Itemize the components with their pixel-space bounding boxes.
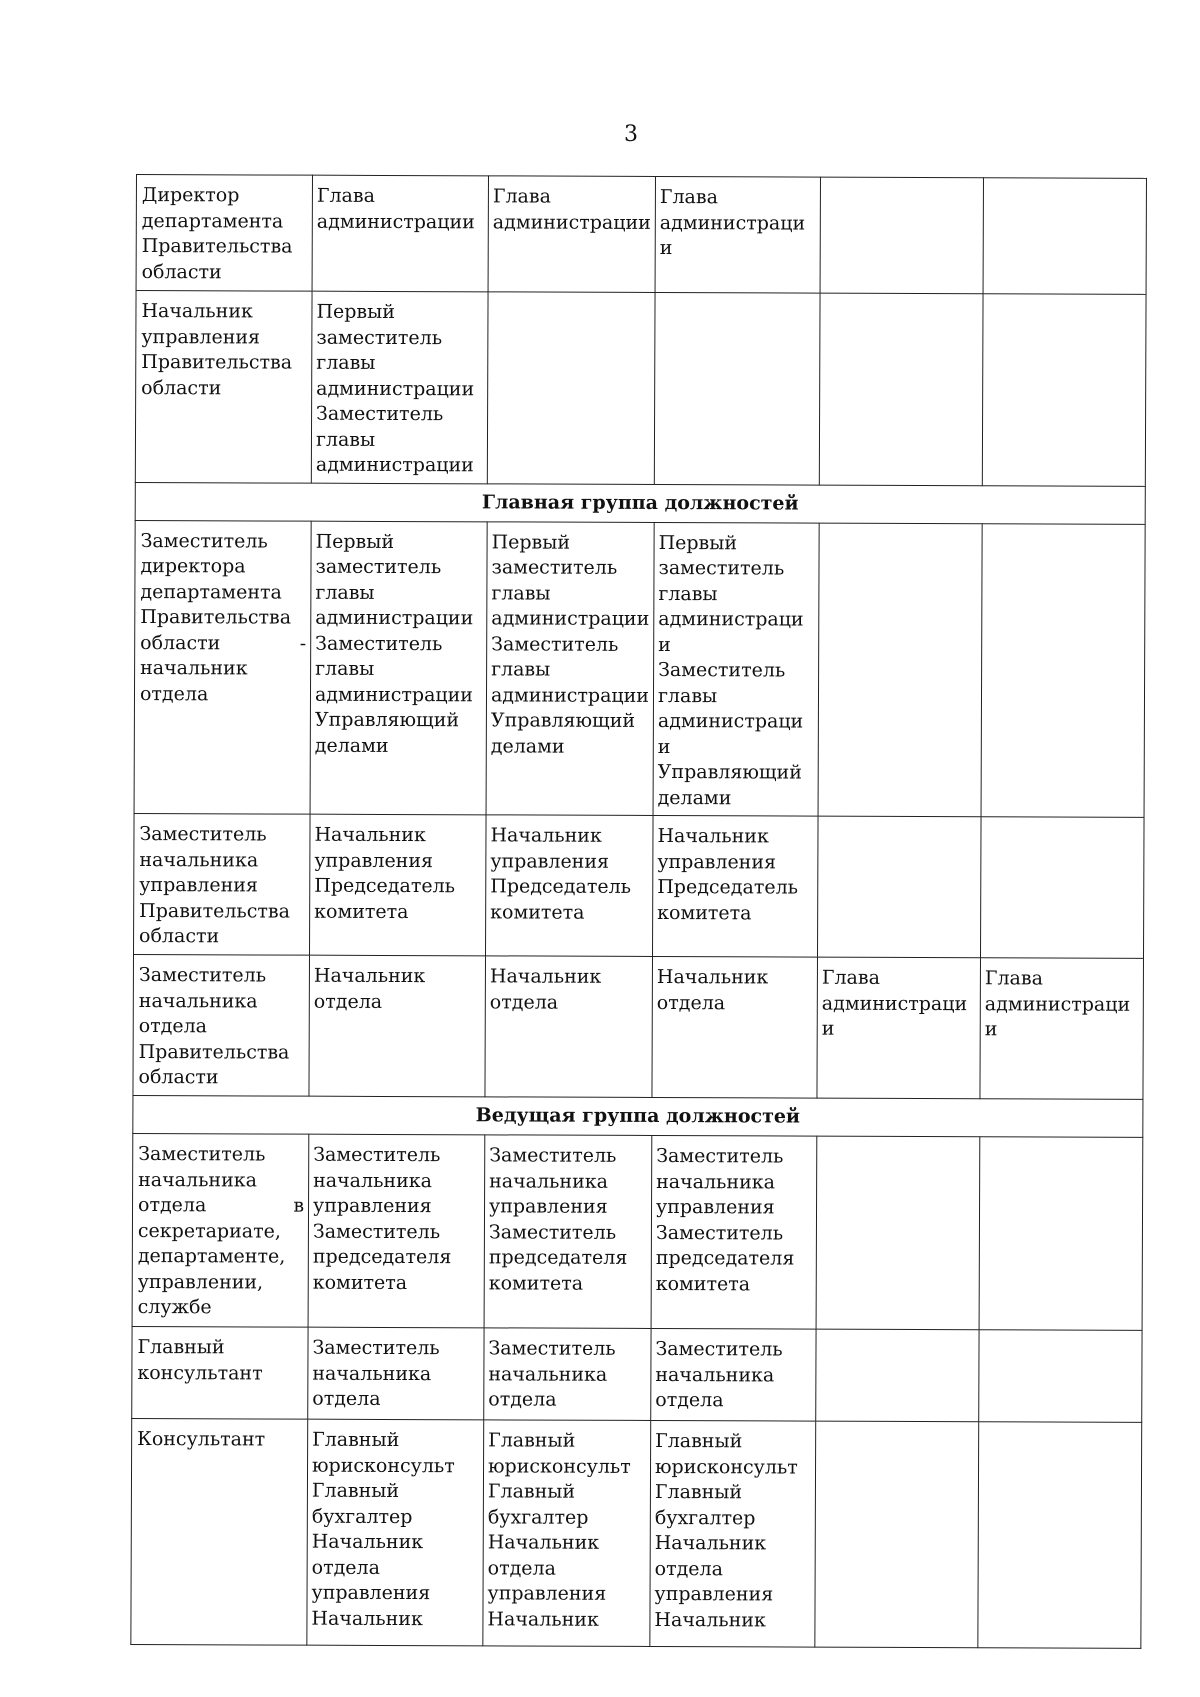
page-number: 3 <box>624 122 638 147</box>
equivalent-position-cell: Начальник отдела <box>485 956 653 1098</box>
cell-text: Заместитель начальника <box>138 1143 266 1191</box>
table-row <box>131 1418 1142 1648</box>
table-row <box>132 1133 1143 1330</box>
equivalent-position-cell: Заместитель начальника отдела <box>484 1328 651 1421</box>
equivalent-position-cell <box>820 177 983 294</box>
table-row <box>134 813 1145 958</box>
justified-line <box>138 1193 304 1219</box>
equivalent-position-cell: Начальник отдела <box>652 956 818 1098</box>
equivalent-position-cell <box>979 1330 1142 1423</box>
equivalent-position-cell <box>819 293 983 485</box>
equivalent-position-cell: Заместитель начальника управления Заместитель председателя комитета <box>308 1134 485 1328</box>
table-row <box>133 954 1144 1099</box>
positions-table-body <box>131 175 1147 1649</box>
equivalent-position-cell <box>816 1136 980 1330</box>
equivalent-position-cell: Заместитель начальника управления Заместитель председателя комитета <box>651 1135 817 1329</box>
equivalent-position-cell <box>487 292 655 484</box>
equivalent-position-cell: Заместитель начальника управления Заместитель председателя комитета <box>484 1135 652 1329</box>
position-title-cell: Главный консультант <box>132 1326 308 1419</box>
equivalent-position-cell: Начальник управления Председатель комитета <box>486 815 654 957</box>
group-header: Ведущая группа должностей <box>133 1095 1143 1137</box>
cell-text: Заместитель директора департамента Правительства <box>140 529 292 629</box>
equivalent-position-cell <box>982 294 1146 486</box>
position-title-cell: Директор департамента Правительства области <box>136 175 312 292</box>
cell-word: области <box>140 631 221 654</box>
equivalent-position-cell <box>979 1137 1143 1331</box>
equivalent-position-cell <box>654 292 820 484</box>
equivalent-position-cell: Глава администрации <box>980 958 1144 1100</box>
cell-word: - <box>299 632 307 655</box>
table-row <box>132 1326 1142 1422</box>
cell-word: отдела <box>137 1194 207 1217</box>
equivalent-position-cell <box>980 817 1144 959</box>
equivalent-position-cell <box>978 1422 1142 1649</box>
equivalent-position-cell <box>816 1329 979 1422</box>
equivalent-position-cell: Главный юрисконсульт Главный бухгалтер Начальник отдела управления Начальник <box>650 1420 816 1647</box>
equivalent-position-cell: Заместитель начальника отдела <box>308 1327 484 1420</box>
equivalent-position-cell <box>818 523 982 817</box>
group-header-row <box>133 1095 1143 1137</box>
equivalent-position-cell: Глава администрации <box>488 176 655 293</box>
equivalent-position-cell: Первый заместитель главы администрации Заместитель главы администрации Управляющий делами <box>310 521 487 815</box>
equivalent-position-cell: Начальник управления Председатель комитета <box>310 814 487 956</box>
equivalent-position-cell <box>815 1421 979 1648</box>
position-title-cell: Начальник управления Правительства области <box>135 291 312 483</box>
justified-line <box>140 631 306 657</box>
table-row <box>134 520 1145 817</box>
equivalent-position-cell: Начальник управления Председатель комитета <box>652 815 818 957</box>
equivalent-position-cell: Глава администрации <box>312 175 488 292</box>
position-title-cell <box>132 1133 309 1327</box>
equivalent-position-cell: Глава администрации <box>817 957 981 1099</box>
equivalent-position-cell: Главный юрисконсульт Главный бухгалтер Начальник отдела управления Начальник <box>483 1420 651 1647</box>
position-title-cell: Заместитель начальника управления Правительства области <box>134 813 311 955</box>
cell-text: секретариате, департаменте, управлении, службе <box>137 1219 286 1319</box>
equivalent-position-cell <box>981 523 1145 817</box>
position-title-cell <box>134 520 311 814</box>
equivalent-position-cell: Первый заместитель главы администрации Заместитель главы администрации Управляющий делами <box>486 521 654 815</box>
equivalent-position-cell: Заместитель начальника отдела <box>651 1328 816 1421</box>
equivalent-position-cell: Первый заместитель главы администрации Заместитель главы администрации <box>311 291 488 483</box>
cell-text: начальник отдела <box>139 657 248 705</box>
positions-table <box>130 174 1147 1649</box>
position-title-cell: Консультант <box>131 1418 308 1645</box>
equivalent-position-cell: Глава администрации <box>655 176 820 293</box>
group-header: Главная группа должностей <box>135 482 1145 524</box>
position-title-cell: Заместитель начальника отдела Правительства области <box>133 954 310 1096</box>
group-header-row <box>135 482 1145 524</box>
table-row <box>136 175 1146 295</box>
equivalent-position-cell: Начальник отдела <box>309 955 486 1097</box>
cell-word: в <box>293 1194 305 1217</box>
equivalent-position-cell: Главный юрисконсульт Главный бухгалтер Начальник отдела управления Начальник <box>307 1419 484 1646</box>
table-row <box>135 291 1146 486</box>
equivalent-position-cell <box>983 178 1146 295</box>
equivalent-position-cell: Первый заместитель главы администрации Заместитель главы администрации Управляющий делами <box>653 522 819 816</box>
equivalent-position-cell <box>817 816 981 958</box>
